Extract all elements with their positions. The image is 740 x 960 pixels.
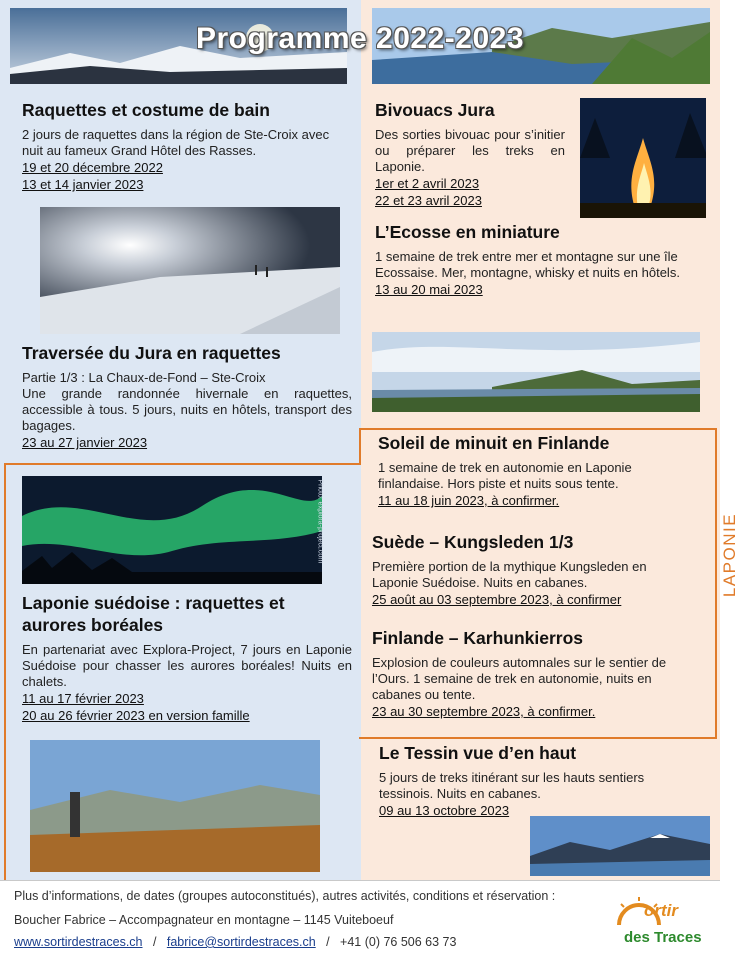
event-tessin <box>379 743 699 819</box>
website-link[interactable]: www.sortirdestraces.ch <box>14 935 143 949</box>
event-kungsleden <box>372 532 682 608</box>
event-description: Des sorties bivouac pour s’initier ou préparer les treks en Laponie. <box>375 127 565 174</box>
footer-info: Plus d’informations, de dates (groupes autoconstitués), autres activités, conditions et réservation : <box>14 889 556 903</box>
event-title: Traversée du Jura en raquettes <box>22 343 281 363</box>
event-title: Suède – Kungsleden 1/3 <box>372 532 574 552</box>
photo-snowshoe-sun <box>40 207 340 334</box>
frame-connector <box>359 428 361 465</box>
event-date: 1er et 2 avril 2023 <box>375 176 480 191</box>
event-date: 11 au 17 février 2023 <box>22 691 144 706</box>
photo-hiker-valley <box>30 740 320 872</box>
event-date: 19 et 20 décembre 2022 <box>22 160 163 175</box>
event-description: En partenariat avec Explora-Project, 7 jours en Laponie Suédoise pour chasser les aurores boréales! Nuits en chalets. <box>22 642 352 689</box>
event-title: Bivouacs Jura <box>375 100 495 120</box>
event-title: Laponie suédoise : raquettes et aurores boréales <box>22 593 285 635</box>
event-date: 09 au 13 octobre 2023 <box>379 803 510 818</box>
event-date: 20 au 26 février 2023 en version famille <box>22 708 250 723</box>
event-date: 22 et 23 avril 2023 <box>375 193 482 208</box>
email-link[interactable]: fabrice@sortirdestraces.ch <box>166 935 316 949</box>
event-description: 5 jours de treks itinérant sur les hauts sentiers tessinois. Nuits en cabanes. <box>379 770 645 801</box>
footer-contact: Boucher Fabrice – Accompagnateur en montagne – 1145 Vuiteboeuf <box>14 913 394 927</box>
logo-text-top: ortir <box>644 901 678 920</box>
event-soleil-minuit <box>378 433 678 509</box>
phone-number: +41 (0) 76 506 63 73 <box>340 935 457 949</box>
event-date: 25 août au 03 septembre 2023, à confirmer <box>372 592 622 607</box>
event-description: Première portion de la mythique Kungsleden en Laponie Suédoise. Nuits en cabanes. <box>372 559 647 590</box>
photo-scotland <box>372 332 700 412</box>
logo-text-bottom: des Traces <box>624 929 702 946</box>
event-title: Soleil de minuit en Finlande <box>378 433 610 453</box>
separator: / <box>326 935 330 949</box>
event-laponie-suedoise <box>22 592 352 724</box>
event-date: 11 au 18 juin 2023, à confirmer. <box>378 493 560 508</box>
event-title: Le Tessin vue d’en haut <box>379 743 577 763</box>
event-title: L’Ecosse en miniature <box>375 222 560 242</box>
event-bivouacs-jura <box>375 100 565 209</box>
event-date: 13 et 14 janvier 2023 <box>22 177 144 192</box>
event-description: 1 semaine de trek entre mer et montagne sur une île Ecossaise. Mer, montagne, whisky et nuits en hôtels. <box>375 249 680 280</box>
event-ecosse <box>375 222 697 298</box>
page-title: Programme 2022-2023 <box>195 22 525 55</box>
event-date: 13 au 20 mai 2023 <box>375 282 483 297</box>
event-title: Raquettes et costume de bain <box>22 100 270 120</box>
event-description: Explosion de couleurs automnales sur le sentier de l’Ours. 1 semaine de trek en autonomie, nuits en cabanes ou tente. <box>372 655 667 702</box>
event-title: Finlande – Karhunkierros <box>372 628 584 648</box>
event-karhunkierros <box>372 628 704 720</box>
photo-aurora <box>22 476 322 584</box>
photo-credit: Photo: explora-project.com <box>316 479 324 564</box>
photo-campfire <box>580 98 706 218</box>
event-raquettes-costume <box>22 100 352 193</box>
event-date: 23 au 27 janvier 2023 <box>22 435 148 450</box>
logo-sortir-des-traces <box>600 895 710 957</box>
event-date: 23 au 30 septembre 2023, à confirmer. <box>372 704 596 719</box>
separator: / <box>152 935 157 949</box>
event-traversee-jura <box>22 343 352 451</box>
event-description: Une grande randonnée hivernale en raquettes, accessible à tous. 5 jours, nuits en hôtels, transport des bagages. <box>22 386 352 433</box>
laponie-label: LAPONIE <box>720 512 739 598</box>
photo-tessin-lake <box>530 816 710 876</box>
event-description: 2 jours de raquettes dans la région de Ste-Croix avec nuit au fameux Grand Hôtel des Rasses. <box>22 127 330 158</box>
event-description: 1 semaine de trek en autonomie en Laponie finlandaise. Hors piste et nuits sous tente. <box>378 460 632 491</box>
footer <box>0 880 720 960</box>
event-subtitle: Partie 1/3 : La Chaux-de-Fond – Ste-Croix <box>22 370 266 385</box>
footer-links <box>14 935 456 949</box>
